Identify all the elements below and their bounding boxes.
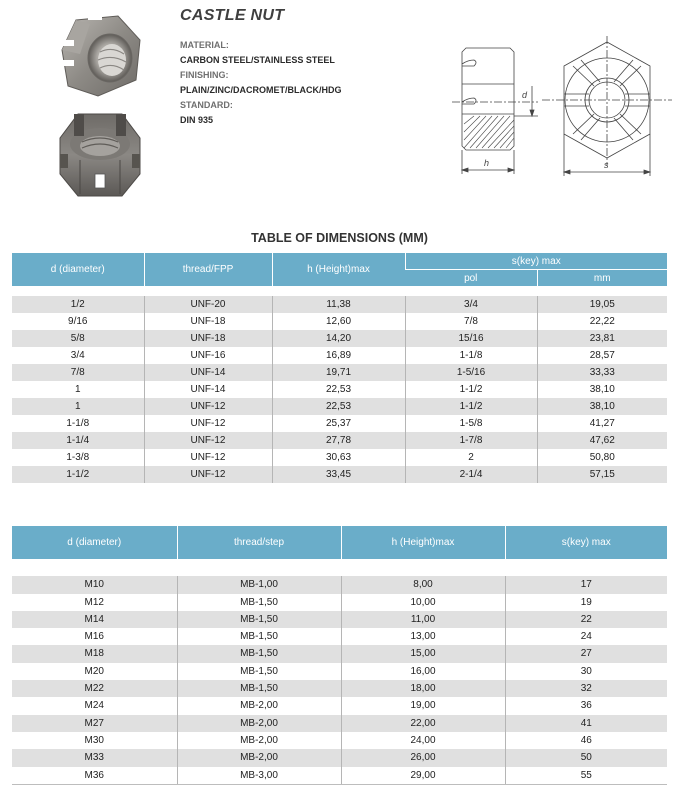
cell-key: 32 (505, 680, 667, 697)
cell-diameter: 1-3/8 (12, 449, 144, 466)
cell-key-pol: 1-5/16 (405, 364, 537, 381)
cell-diameter: 7/8 (12, 364, 144, 381)
cell-height: 33,45 (272, 466, 405, 483)
cell-height: 22,53 (272, 381, 405, 398)
cell-key-pol: 1-7/8 (405, 432, 537, 449)
cell-key: 27 (505, 645, 667, 662)
table-row (12, 296, 667, 313)
cell-thread: MB-1,50 (177, 645, 341, 662)
cell-key-mm: 19,05 (537, 296, 667, 313)
table-row (12, 415, 667, 432)
col-header-key-mm: mm (537, 270, 667, 287)
technical-drawing (452, 36, 677, 186)
cell-key: 30 (505, 663, 667, 680)
cell-thread: MB-1,50 (177, 680, 341, 697)
cell-height: 16,89 (272, 347, 405, 364)
cell-thread: MB-2,00 (177, 715, 341, 732)
cell-thread: MB-2,00 (177, 732, 341, 749)
dim-label-h: h (484, 158, 490, 168)
cell-diameter: M20 (12, 663, 177, 680)
cell-thread: UNF-12 (144, 466, 272, 483)
table-row (12, 594, 667, 611)
table-row (12, 364, 667, 381)
table-row (12, 697, 667, 714)
cell-key: 19 (505, 594, 667, 611)
col-header-thread: thread/FPP (144, 253, 272, 286)
table-row (12, 611, 667, 628)
table-row (12, 645, 667, 662)
cell-key-mm: 23,81 (537, 330, 667, 347)
cell-height: 22,00 (341, 715, 505, 732)
cell-key-mm: 28,57 (537, 347, 667, 364)
cell-diameter: M36 (12, 767, 177, 785)
cell-thread: UNF-12 (144, 449, 272, 466)
cell-diameter: 9/16 (12, 313, 144, 330)
cell-key-pol: 7/8 (405, 313, 537, 330)
cell-thread: UNF-14 (144, 381, 272, 398)
table-row (12, 767, 667, 785)
cell-diameter: M27 (12, 715, 177, 732)
cell-height: 27,78 (272, 432, 405, 449)
cell-key: 22 (505, 611, 667, 628)
cell-key-mm: 22,22 (537, 313, 667, 330)
cell-key: 46 (505, 732, 667, 749)
table-row (12, 432, 667, 449)
standard-value: DIN 935 (180, 115, 214, 125)
cell-key-pol: 1-1/2 (405, 398, 537, 415)
table-row (12, 466, 667, 483)
cell-key-mm: 47,62 (537, 432, 667, 449)
castle-nut-photo-bottom (50, 108, 150, 200)
cell-height: 10,00 (341, 594, 505, 611)
standard-label: STANDARD: (180, 100, 233, 110)
cell-height: 14,20 (272, 330, 405, 347)
cell-key: 41 (505, 715, 667, 732)
cell-thread: MB-1,50 (177, 611, 341, 628)
cell-key-pol: 1-1/2 (405, 381, 537, 398)
cell-key-mm: 41,27 (537, 415, 667, 432)
cell-diameter: M30 (12, 732, 177, 749)
cell-thread: UNF-20 (144, 296, 272, 313)
cell-key-pol: 1-1/8 (405, 347, 537, 364)
table-row (12, 749, 667, 766)
table-row (12, 330, 667, 347)
spacer-cell (12, 286, 667, 296)
cell-height: 16,00 (341, 663, 505, 680)
cell-key-mm: 33,33 (537, 364, 667, 381)
cell-key-mm: 57,15 (537, 466, 667, 483)
col-header-diameter: d (diameter) (12, 253, 144, 286)
cell-diameter: 5/8 (12, 330, 144, 347)
cell-key-pol: 1-5/8 (405, 415, 537, 432)
table-row (12, 347, 667, 364)
cell-height: 25,37 (272, 415, 405, 432)
table-row (12, 663, 667, 680)
cell-key-pol: 2 (405, 449, 537, 466)
inch-dimensions-table (12, 253, 667, 483)
metric-dimensions-table (12, 526, 667, 785)
cell-height: 8,00 (341, 576, 505, 593)
cell-key: 24 (505, 628, 667, 645)
cell-thread: UNF-16 (144, 347, 272, 364)
cell-diameter: M33 (12, 749, 177, 766)
col-header-thread: thread/step (177, 526, 341, 559)
cell-height: 19,00 (341, 697, 505, 714)
cell-key-mm: 38,10 (537, 398, 667, 415)
side-view-drawing (452, 48, 538, 174)
table-row (12, 715, 667, 732)
table-row (12, 381, 667, 398)
cell-diameter: M22 (12, 680, 177, 697)
header-spacer (12, 559, 667, 576)
cell-thread: MB-1,00 (177, 576, 341, 593)
cell-thread: UNF-12 (144, 432, 272, 449)
col-header-key: s(key) max (405, 253, 667, 270)
table-row (12, 628, 667, 645)
castle-nut-photo-top (48, 10, 148, 100)
cell-thread: MB-3,00 (177, 767, 341, 785)
cell-key: 55 (505, 767, 667, 785)
table-row (12, 680, 667, 697)
cell-key: 17 (505, 576, 667, 593)
cell-key-pol: 15/16 (405, 330, 537, 347)
cell-diameter: 1-1/2 (12, 466, 144, 483)
cell-height: 24,00 (341, 732, 505, 749)
cell-diameter: 3/4 (12, 347, 144, 364)
cell-key: 36 (505, 697, 667, 714)
table-row (12, 576, 667, 593)
spacer-cell (12, 559, 667, 576)
col-header-height: h (Height)max (272, 253, 405, 286)
cell-diameter: M10 (12, 576, 177, 593)
cell-diameter: 1/2 (12, 296, 144, 313)
front-view-drawing (542, 36, 672, 176)
cell-thread: UNF-12 (144, 398, 272, 415)
cell-key-mm: 38,10 (537, 381, 667, 398)
cell-thread: UNF-12 (144, 415, 272, 432)
cell-height: 11,00 (341, 611, 505, 628)
cell-thread: UNF-18 (144, 330, 272, 347)
table-row (12, 732, 667, 749)
cell-diameter: 1-1/8 (12, 415, 144, 432)
cell-diameter: 1 (12, 381, 144, 398)
cell-thread: MB-1,50 (177, 663, 341, 680)
cell-height: 29,00 (341, 767, 505, 785)
cell-diameter: M16 (12, 628, 177, 645)
cell-height: 15,00 (341, 645, 505, 662)
cell-thread: MB-2,00 (177, 749, 341, 766)
product-title: CASTLE NUT (180, 7, 285, 24)
cell-diameter: 1-1/4 (12, 432, 144, 449)
finishing-label: FINISHING: (180, 70, 229, 80)
cell-diameter: 1 (12, 398, 144, 415)
col-header-diameter: d (diameter) (12, 526, 177, 559)
material-label: MATERIAL: (180, 40, 229, 50)
material-value: CARBON STEEL/STAINLESS STEEL (180, 55, 335, 65)
cell-diameter: M14 (12, 611, 177, 628)
cell-height: 22,53 (272, 398, 405, 415)
cell-thread: MB-2,00 (177, 697, 341, 714)
cell-height: 19,71 (272, 364, 405, 381)
dim-label-d: d (522, 90, 528, 100)
cell-key-pol: 2-1/4 (405, 466, 537, 483)
cell-thread: UNF-18 (144, 313, 272, 330)
cell-key: 50 (505, 749, 667, 766)
col-header-key-pol: pol (405, 270, 537, 287)
cell-diameter: M18 (12, 645, 177, 662)
table-row (12, 313, 667, 330)
header-spacer (12, 286, 667, 296)
cell-height: 30,63 (272, 449, 405, 466)
cell-thread: MB-1,50 (177, 628, 341, 645)
cell-height: 12,60 (272, 313, 405, 330)
finishing-value: PLAIN/ZINC/DACROMET/BLACK/HDG (180, 85, 342, 95)
table-row (12, 398, 667, 415)
col-header-key: s(key) max (505, 526, 667, 559)
cell-thread: UNF-14 (144, 364, 272, 381)
cell-key-mm: 50,80 (537, 449, 667, 466)
cell-height: 18,00 (341, 680, 505, 697)
cell-diameter: M12 (12, 594, 177, 611)
cell-key-pol: 3/4 (405, 296, 537, 313)
cell-diameter: M24 (12, 697, 177, 714)
dim-label-s: s (604, 160, 609, 170)
col-header-height: h (Height)max (341, 526, 505, 559)
cell-height: 11,38 (272, 296, 405, 313)
cell-height: 26,00 (341, 749, 505, 766)
table-title: TABLE OF DIMENSIONS (MM) (251, 231, 428, 245)
cell-thread: MB-1,50 (177, 594, 341, 611)
table-row (12, 449, 667, 466)
cell-height: 13,00 (341, 628, 505, 645)
